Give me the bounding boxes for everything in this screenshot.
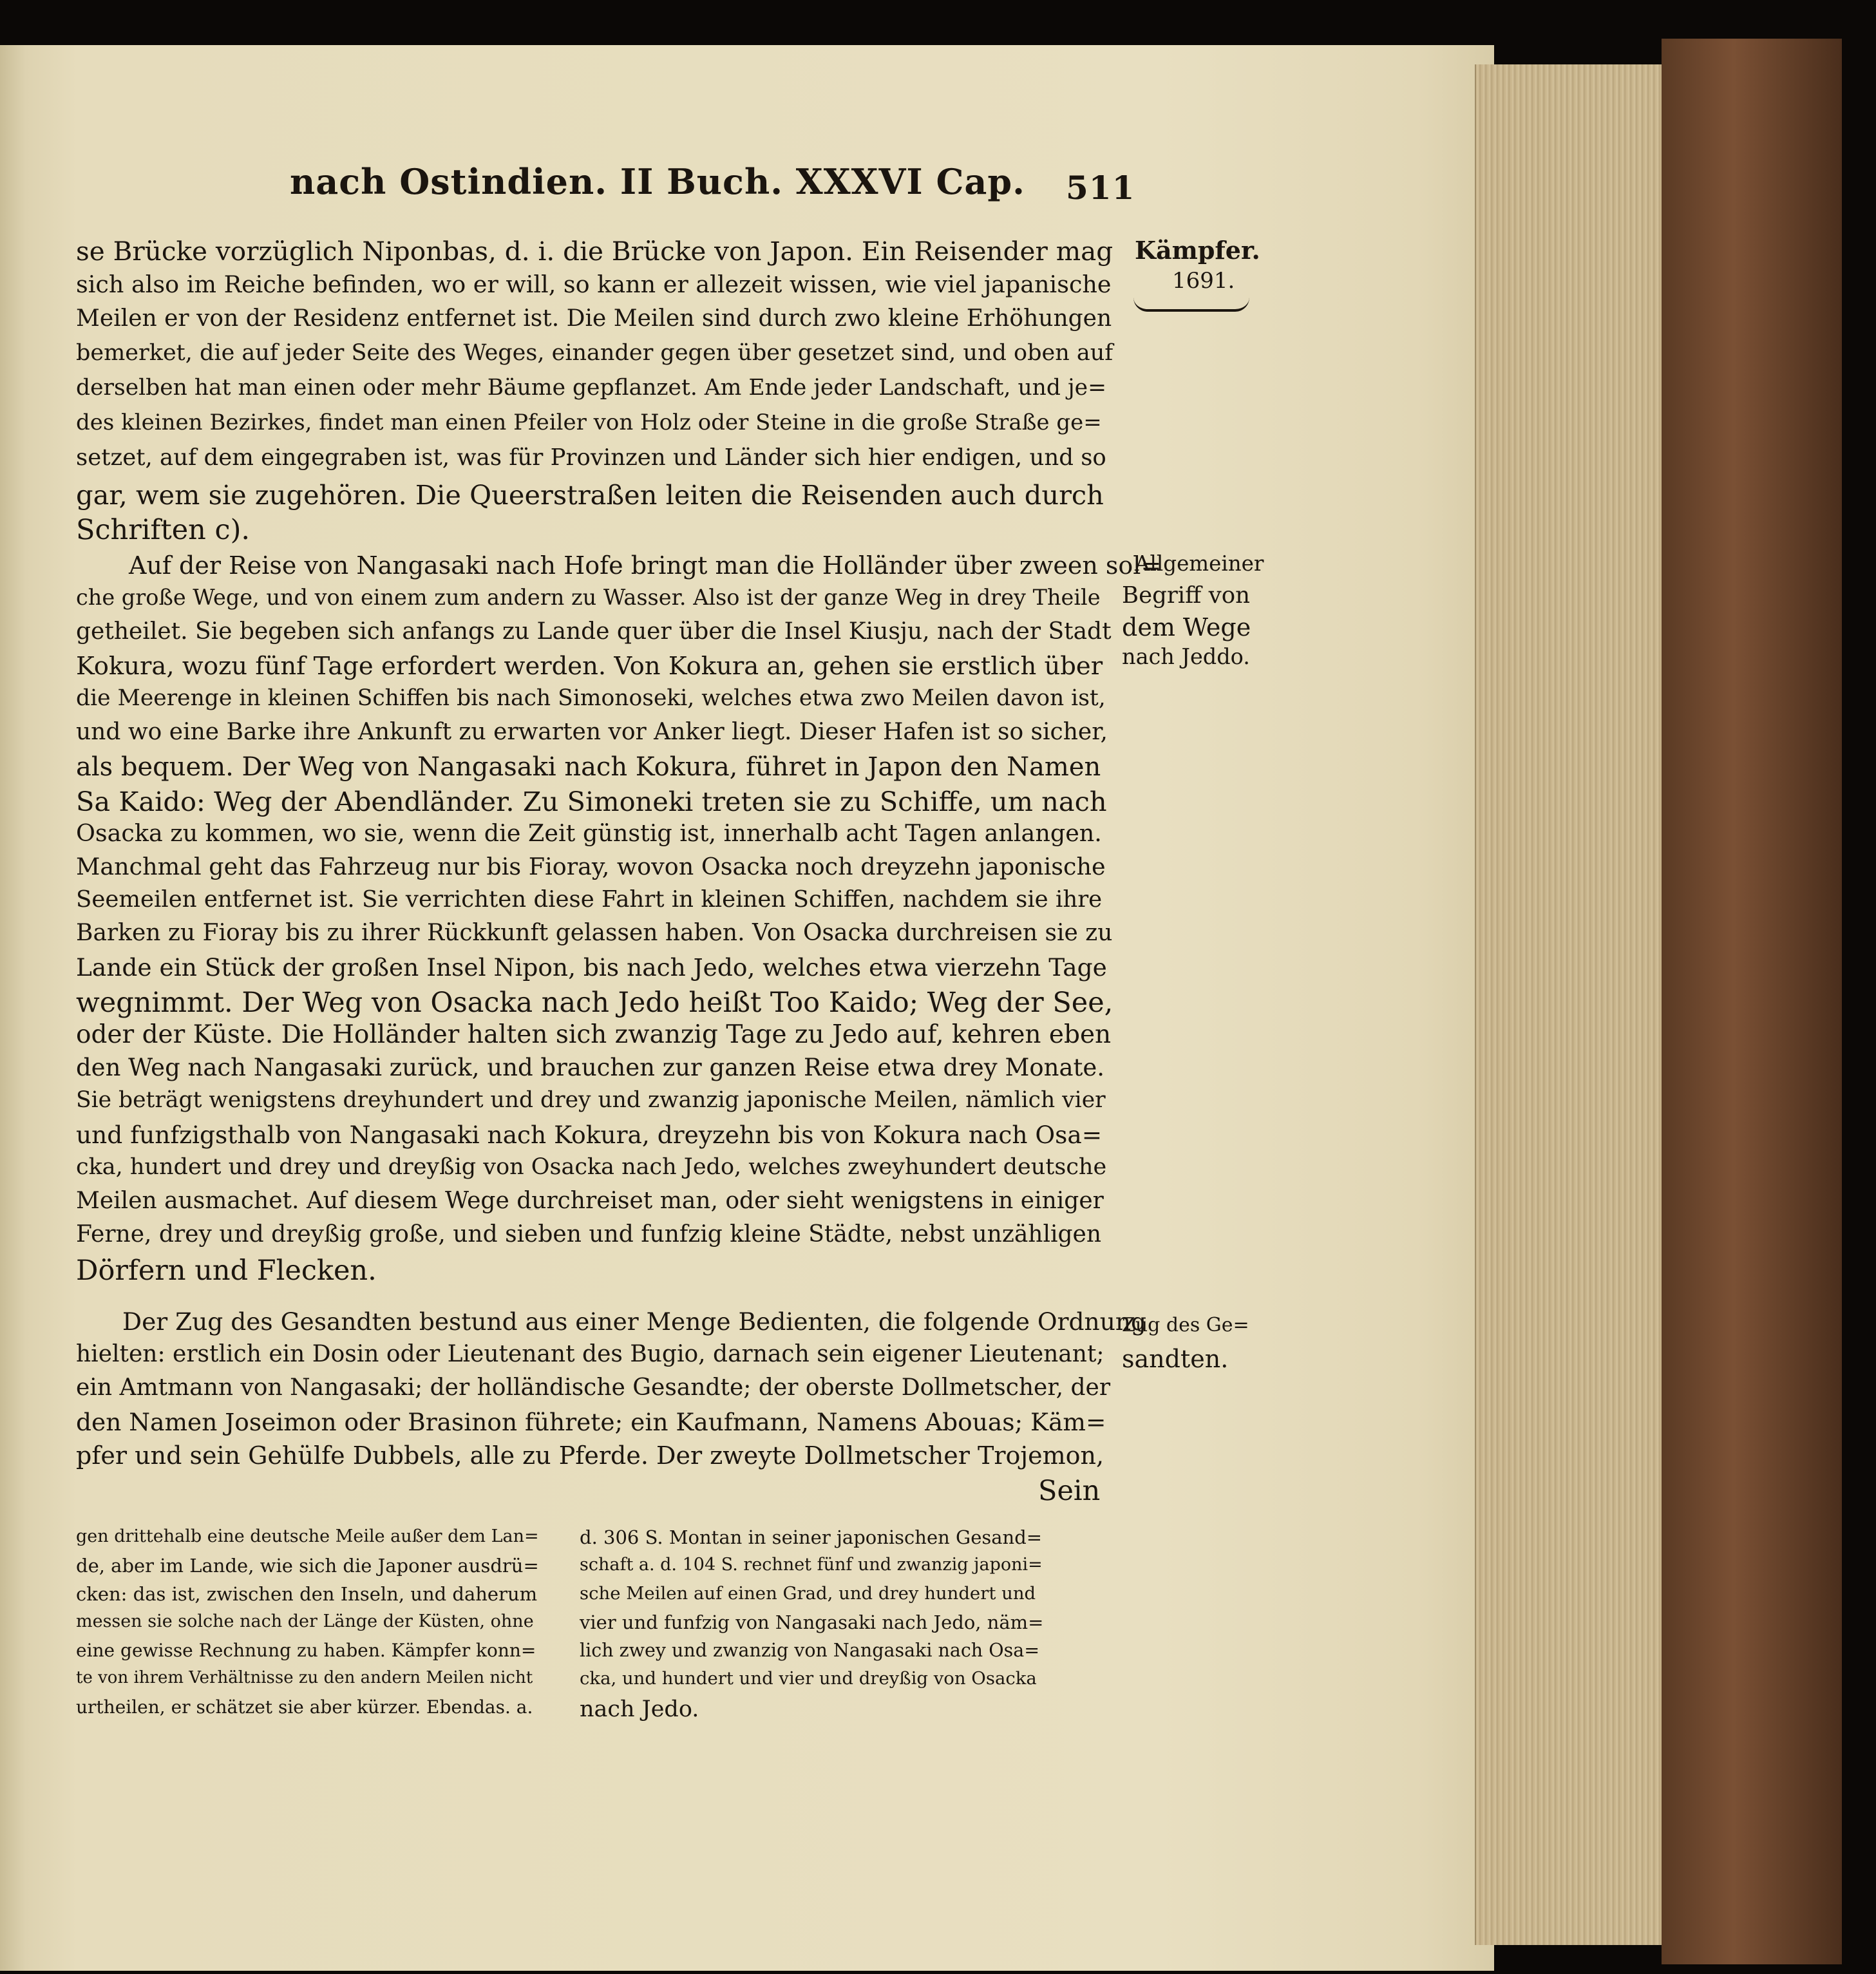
text-line: Manchmal geht das Fahrzeug nur bis Fioray, wovon Osacka noch dreyzehn japonische — [76, 853, 1106, 880]
text-line: Ferne, drey und dreyßig große, und sieben und funfzig kleine Städte, nebst unzähligen — [76, 1221, 1102, 1248]
footnote-line: schaft a. d. 104 S. rechnet fünf und zwanzig japoni= — [580, 1555, 1043, 1575]
margin-note-line: dem Wege — [1122, 613, 1251, 641]
margin-note-line: sandten. — [1122, 1345, 1229, 1373]
text-line: Auf der Reise von Nangasaki nach Hofe bringt man die Holländer über zween sol= — [129, 551, 1162, 580]
text-line: Kokura, wozu fünf Tage erfordert werden. Von Kokura an, gehen sie erstlich über — [76, 652, 1103, 681]
text-line: als bequem. Der Weg von Nangasaki nach Kokura, führet in Japon den Namen — [76, 752, 1101, 782]
leather-cover — [1662, 39, 1842, 1964]
text-line: setzet, auf dem eingegraben ist, was für Provinzen und Länder sich hier endigen, und so — [76, 444, 1106, 471]
text-line: getheilet. Sie begeben sich anfangs zu Lande quer über die Insel Kiusju, nach der Stadt — [76, 618, 1112, 645]
text-line: bemerket, die auf jeder Seite des Weges, einander gegen über gesetzet sind, und oben auf — [76, 340, 1113, 366]
text-line: Sie beträgt wenigstens dreyhundert und drey und zwanzig japonische Meilen, nämlich vier — [76, 1087, 1106, 1113]
margin-note-line: Allgemeiner — [1135, 551, 1264, 576]
text-line: cka, hundert und drey und dreyßig von Osacka nach Jedo, welches zweyhundert deutsche — [76, 1154, 1107, 1180]
margin-brace — [1133, 298, 1249, 312]
margin-note-line: Begriff von — [1122, 582, 1250, 609]
footnote-line: eine gewisse Rechnung zu haben. Kämpfer konn= — [76, 1640, 536, 1661]
text-line: und wo eine Barke ihre Ankunft zu erwarten vor Anker liegt. Dieser Hafen ist so sicher, — [76, 719, 1108, 745]
footnote-line: nach Jedo. — [580, 1696, 699, 1722]
text-line: Barken zu Fioray bis zu ihrer Rückkunft gelassen haben. Von Osacka durchreisen sie zu — [76, 920, 1113, 946]
text-line: gar, wem sie zugehören. Die Queerstraßen leiten die Reisenden auch durch — [76, 479, 1104, 511]
text-line: Lande ein Stück der großen Insel Nipon, bis nach Jedo, welches etwa vierzehn Tage — [76, 953, 1107, 982]
text-line: pfer und sein Gehülfe Dubbels, alle zu Pferde. Der zweyte Dollmetscher Trojemon, — [76, 1441, 1104, 1470]
text-line: Sa Kaido: Weg der Abendländer. Zu Simoneki treten sie zu Schiffe, um nach — [76, 786, 1107, 817]
text-line: den Namen Joseimon oder Brasinon führete; ein Kaufmann, Namens Abouas; Käm= — [76, 1408, 1106, 1436]
text-line: Schriften c). — [76, 514, 251, 546]
text-line: Osacka zu kommen, wo sie, wenn die Zeit günstig ist, innerhalb acht Tagen anlangen. — [76, 819, 1102, 847]
footnote-line: lich zwey und zwanzig von Nangasaki nach Osa= — [580, 1640, 1040, 1661]
footnote-line: d. 306 S. Montan in seiner japonischen Gesand= — [580, 1526, 1043, 1548]
footnote-line: sche Meilen auf einen Grad, und drey hundert und — [580, 1583, 1036, 1604]
footnote-line: te von ihrem Verhältnisse zu den andern Meilen nicht — [76, 1668, 533, 1687]
margin-note-line: Zug des Ge= — [1122, 1314, 1249, 1336]
margin-note-year: 1691. — [1172, 268, 1235, 294]
margin-note-author: Kämpfer. — [1135, 236, 1260, 265]
text-line: se Brücke vorzüglich Niponbas, d. i. die Brücke von Japon. Ein Reisender mag — [76, 236, 1113, 267]
text-line: Der Zug des Gesandten bestund aus einer Menge Bedienten, die folgende Ordnung — [122, 1307, 1146, 1336]
text-line: wegnimmt. Der Weg von Osacka nach Jedo heißt Too Kaido; Weg der See, — [76, 987, 1113, 1019]
margin-note-line: nach Jeddo. — [1122, 644, 1250, 669]
footnote-line: messen sie solche nach der Länge der Küsten, ohne — [76, 1611, 534, 1631]
text-line: den Weg nach Nangasaki zurück, und brauchen zur ganzen Reise etwa drey Monate. — [76, 1054, 1105, 1081]
footnote-line: cken: das ist, zwischen den Inseln, und daherum — [76, 1583, 538, 1605]
footnote-line: urtheilen, er schätzet sie aber kürzer. Ebendas. a. — [76, 1696, 533, 1718]
text-line: Dörfern und Flecken. — [76, 1255, 377, 1287]
text-line: Meilen ausmachet. Auf diesem Wege durchreiset man, oder sieht wenigstens in einiger — [76, 1188, 1104, 1214]
text-line: Seemeilen entfernet ist. Sie verrichten diese Fahrt in kleinen Schiffen, nachdem sie ihre — [76, 886, 1103, 913]
page-fore-edge — [1475, 64, 1669, 1945]
text-line: sich also im Reiche befinden, wo er will, so kann er allezeit wissen, wie viel japanische — [76, 270, 1112, 298]
footnote-line: vier und funfzig von Nangasaki nach Jedo, näm= — [580, 1611, 1044, 1633]
text-line: die Meerenge in kleinen Schiffen bis nach Simonoseki, welches etwa zwo Meilen davon ist, — [76, 685, 1106, 711]
footnote-line: de, aber im Lande, wie sich die Japoner ausdrü= — [76, 1555, 539, 1577]
text-line: oder der Küste. Die Holländer halten sich zwanzig Tage zu Jedo auf, kehren eben — [76, 1020, 1112, 1049]
footnote-line: cka, und hundert und vier und dreyßig von Osacka — [580, 1668, 1037, 1689]
text-line: ein Amtmann von Nangasaki; der holländische Gesandte; der oberste Dollmetscher, der — [76, 1374, 1111, 1401]
text-line: che große Wege, und von einem zum andern zu Wasser. Also ist der ganze Weg in drey Theile — [76, 585, 1101, 610]
catchword: Sein — [1038, 1475, 1101, 1507]
text-line: und funfzigsthalb von Nangasaki nach Kokura, dreyzehn bis von Kokura nach Osa= — [76, 1121, 1103, 1149]
running-header: nach Ostindien. II Buch. XXXVI Cap. — [290, 161, 1025, 202]
text-line: derselben hat man einen oder mehr Bäume gepflanzet. Am Ende jeder Landschaft, und je= — [76, 375, 1106, 401]
text-line: Meilen er von der Residenz entfernet ist. Die Meilen sind durch zwo kleine Erhöhungen — [76, 305, 1112, 332]
footnote-line: gen drittehalb eine deutsche Meile außer dem Lan= — [76, 1526, 539, 1546]
page-number: 511 — [1066, 169, 1135, 207]
text-line: hielten: erstlich ein Dosin oder Lieutenant des Bugio, darnach sein eigener Lieutenant; — [76, 1341, 1104, 1367]
text-line: des kleinen Bezirkes, findet man einen Pfeiler von Holz oder Steine in die große Straße ge= — [76, 410, 1102, 435]
